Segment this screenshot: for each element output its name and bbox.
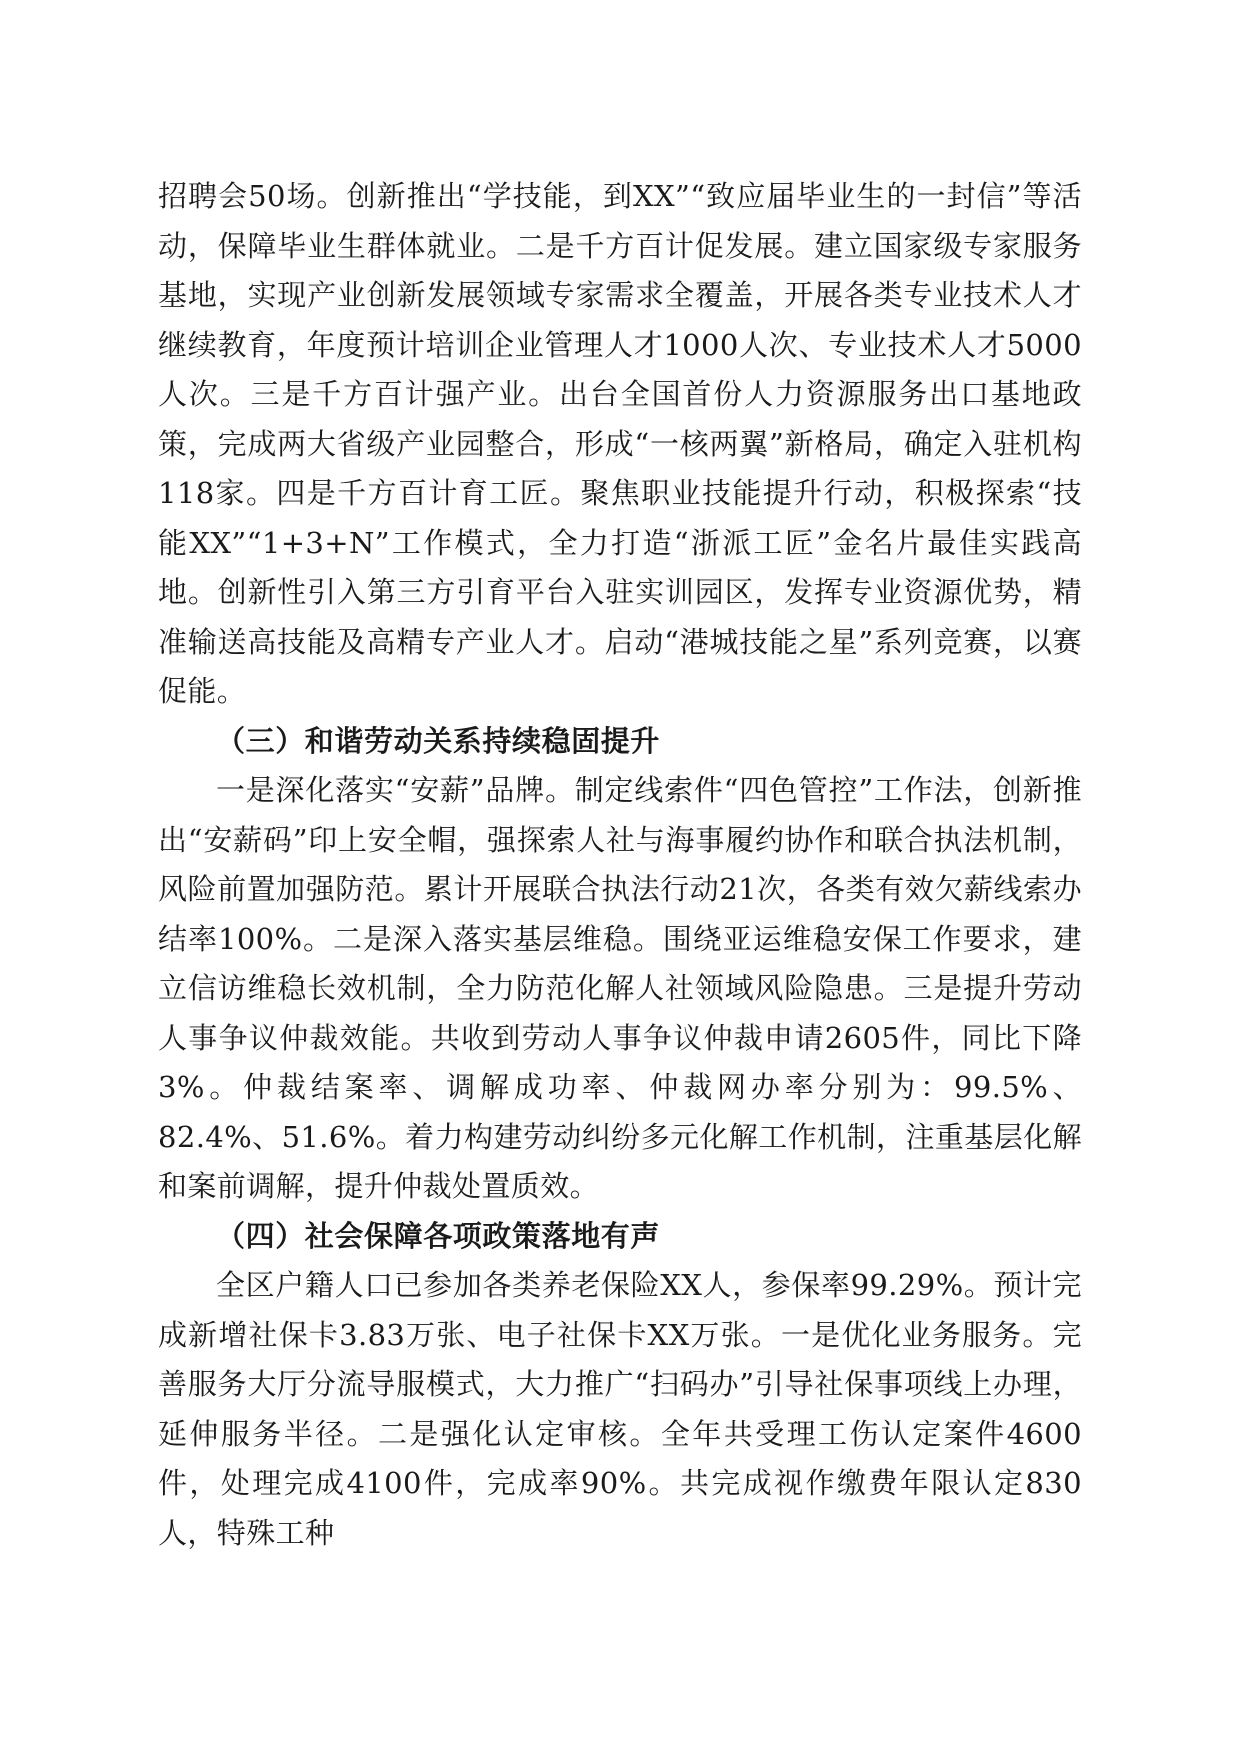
paragraph-employment-continued: 招聘会50场。创新推出“学技能，到XX”“致应届毕业生的一封信”等活动，保障毕业生群体就业。二是千方百计促发展。建立国家级专家服务基地，实现产业创新发展领域专家需求全覆盖，开展各类专业技术人才继续教育，年度预计培训企业管理人才1000人次、专业技术人才5000人次。三是千方百计强产业。出台全国首份人力资源服务出口基地政策，完成两大省级产业园整合，形成“一核两翼”新格局，确定入驻机构118家。四是千方百计育工匠。聚焦职业技能提升行动，积极探索“技能XX”“1+3+N”工作模式，全力打造“浙派工匠”金名片最佳实践高地。创新性引入第三方引育平台入驻实训园区，发挥专业资源优势，精准输送高技能及高精专产业人才。启动“港城技能之星”系列竞赛，以赛促能。 bbox=[158, 179, 1082, 708]
paragraph-labor-relations: 一是深化落实“安薪”品牌。制定线索件“四色管控”工作法，创新推出“安薪码”印上安全帽，强探索人社与海事履约协作和联合执法机制，风险前置加强防范。累计开展联合执法行动21次，各类有效欠薪线索办结率100%。二是深入落实基层维稳。围绕亚运维稳安保工作要求，建立信访维稳长效机制，全力防范化解人社领域风险隐患。三是提升劳动人事争议仲裁效能。共收到劳动人事争议仲裁申请2605件，同比下降3%。仲裁结案率、调解成功率、仲裁网办率分别为：99.5%、82.4%、51.6%。着力构建劳动纠纷多元化解工作机制，注重基层化解和案前调解，提升仲裁处置质效。 bbox=[158, 773, 1082, 1203]
paragraph-social-security: 全区户籍人口已参加各类养老保险XX人，参保率99.29%。预计完成新增社保卡3.83万张、电子社保卡XX万张。一是优化业务服务。完善服务大厅分流导服模式，大力推广“扫码办”引导社保事项线上办理，延伸服务半径。二是强化认定审核。全年共受理工伤认定案件4600件，处理完成4100件，完成率90%。共完成视作缴费年限认定830人，特殊工种 bbox=[158, 1268, 1082, 1550]
section-heading-social-security: （四）社会保障各项政策落地有声 bbox=[216, 1218, 661, 1253]
section-heading-labor-relations: （三）和谐劳动关系持续稳固提升 bbox=[216, 723, 661, 758]
document-body bbox=[158, 172, 1082, 1558]
